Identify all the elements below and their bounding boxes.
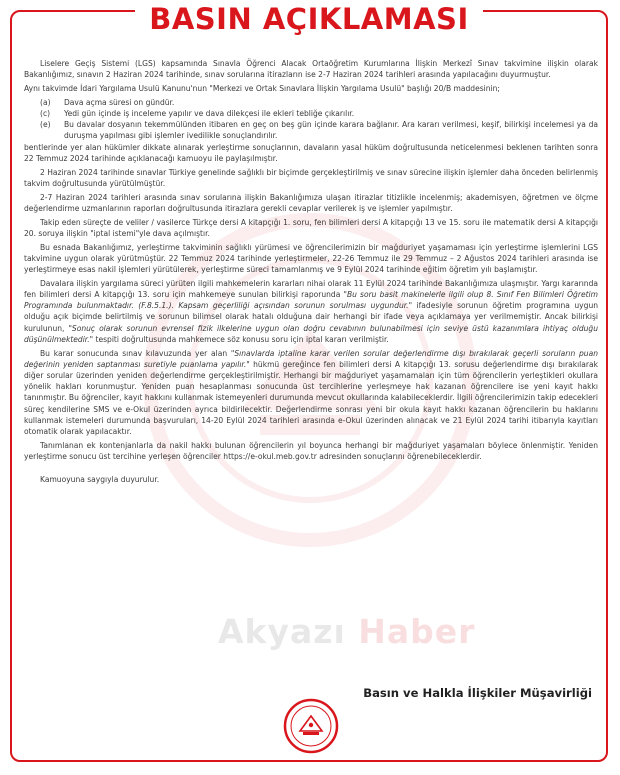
list-text: Yedi gün içinde iş inceleme yapılır ve dava dilekçesi ile ekleri tebliğe çıkarılır.	[64, 109, 355, 118]
list-text: Bu davalar dosyanın tekemmülünden itibaren en geç on beş gün içinde karara bağlanır. Ara kararı verilmesi, keşif, bilirkişi incelemesi ya da duruşma yapılması gibi işlemler ivedilikle sonuçlandırılır.	[64, 120, 598, 141]
paragraph-8-text: ifadesiyle sorunun öğretim programına uygun olduğu açık biçimde belirtilmiş ve sorunun bilimsel olarak hatalı olduğuna dair herhangi bir ifade veya açıklamaya yer verilmemiştir. Ancak bilirkişi kurulunun,	[24, 301, 599, 333]
title-wrap	[12, 2, 606, 38]
paragraph-3: bentlerinde yer alan hükümler dikkate alınarak yerleştirme sonuçlarının, davaların yasal hüküm doğrultusunda neticelenmesi beklenen tarihten sonra 22 Temmuz 2024 tarihinde açıklanacağı kamuoyu ile paylaşılmıştır.	[24, 142, 598, 163]
watermark	[218, 612, 475, 651]
paragraph-2: Aynı takvimde İdari Yargılama Usulü Kanunu'nun "Merkezi ve Ortak Sınavlara İlişkin Yargılama Usulü" başlığı 20/B maddesinin;	[24, 84, 500, 93]
greeting: Kamuoyuna saygıyla duyurulur.	[40, 475, 160, 485]
watermark-part2: Haber	[358, 612, 476, 651]
list-item	[40, 108, 598, 119]
paragraph-1: Liselere Geçiş Sistemi (LGS) kapsamında Sınavla Öğrenci Alacak Ortaöğretim Kurumlarına İlişkin Merkezî Sınav takvimine ilişkin olarak Bakanlığımız, sınavın 2 Haziran 2024 tarihinde, sınav sorularına itirazların ise 2-7 Haziran 2024 tarihleri arasında yapılacağını duyurmuştur.	[24, 59, 598, 80]
ministry-emblem-icon	[283, 698, 339, 754]
list-marker: (a)	[40, 97, 51, 107]
page-title: BASIN AÇIKLAMASI	[135, 0, 482, 38]
watermark-part1: Akyazı	[218, 612, 346, 651]
paragraph-7: Bu esnada Bakanlığımız, yerleştirme takviminin sağlıklı yürümesi ve öğrencilerimizin bir mağduriyet yaşamaması için yerleştirme işlemlerini LGS takvimine uygun olarak yürütmüştür. 22 Temmuz 2024 tarihinde yerleştirmeler, 22-26 Temmuz ile 29 Temmuz – 2 Ağustos 2024 tarihleri arasında ise yerleştirmeye esas nakil işlemleri yürütülerek, yerleştirme süreci tamamlanmış ve 9 Eylül 2024 tarihinde eğitim öğretim yılı başlamıştır.	[24, 242, 598, 275]
list-item	[40, 97, 598, 108]
list-text: Dava açma süresi on gündür.	[64, 97, 175, 107]
paragraph-6: Takip eden süreçte de veliler / vasilerce Türkçe dersi A kitapçığı 1. soru, fen bilimleri dersi A kitapçığı 13 ve 15. soru ile matematik dersi A kitapçığı 20. soruya ilişkin "iptal istemi"yle dava açılmıştır.	[24, 217, 598, 238]
paragraph-8-text: tespiti doğrultusunda mahkemece söz konusu soru için iptal kararı verilmiştir.	[93, 334, 389, 344]
list-item	[40, 119, 598, 141]
paragraph-8	[24, 278, 598, 345]
paragraph-9-text: hükmü gereğince fen bilimleri dersi A kitapçığı 13. sorusu değerlendirme dışı bırakılarak diğer sorular üzerinden yeniden değerlendirme gerçekleştirilmiştir. Herhangi bir mağduriyet yaşamamaları için tüm öğrencilerin yerleştikleri okullara yönelik hakları korunmuştur. Yeniden puan hesaplanması sonucunda üst tercihlerine yerleşmeye hak kazanan öğrencilere ise yeni kayıt hakkı tanınmıştır. Bu öğrenciler, kayıt hakkını kullanmak istemeyenleri durumunda mevcut okullarında kalabileceklerdir. İlgili öğrencilerimizin takip edecekleri süreç kendilerine SMS ve e-Okul üzerinden ayrıca bildirilecektir. Değerlendirme sonrası yeni bir okula kayıt hakkı kazanan öğrencilerin bu haklarını kullanmak istemeleri durumunda başvuruları, 14-20 Eylül 2024 tarihleri arasında e-Okul üzerinden alınacak ve 21 Eylül 2024 tarihi itibarıyla kayıtları otomatik olarak yapılacaktır.	[24, 359, 598, 437]
paragraph-4: 2 Haziran 2024 tarihinde sınavlar Türkiye genelinde sağlıklı bir biçimde gerçekleştirilmiş ve sınav sürecine ilişkin işlemler daha önceden belirlenmiş takvim doğrultusunda yürütülmüştür.	[24, 167, 598, 188]
expert-board-quote: "Sonuç olarak sorunun evrensel fizik ilkelerine uygun olan doğru cevabının bulunabilmesi için seviye üstü kazanımlara ihtiyaç olduğu düşünülmektedir."	[24, 323, 598, 344]
paragraph-8-text: Davalara ilişkin yargılama süreci yürüten ilgili mahkemelerin kararları nihai olarak 11 Eylül 2024 tarihinde Bakanlığımıza ulaşmıştır. Yargı kararında fen bilimleri dersi A kitapçığı 13. soru için mahkemeye sunulan bilirkişi raporunda	[24, 278, 598, 300]
paragraph-5: 2-7 Haziran 2024 tarihleri arasında sınav sorularına ilişkin Bakanlığımıza ulaşan itirazlar titizlikle incelenmiş; akademisyen, öğretmen ve ölçme değerlendirme uzmanlarının raporları doğrultusunda itirazlara gerekli cevaplar verilerek iş ve işlemler yapılmıştır.	[24, 192, 598, 213]
document-body	[24, 58, 598, 488]
paragraph-9-text: Bu karar sonucunda sınav kılavuzunda yer alan	[40, 348, 231, 358]
paragraph-9	[24, 348, 598, 438]
guide-rule-quote: "Sınavlarda iptaline karar verilen sorular değerlendirme dışı bırakılarak geçerli soruların puan değerinin yeniden saptanması suretiyle puanlama yapılır."	[24, 348, 598, 369]
list-marker: (e)	[40, 120, 51, 130]
list-marker: (c)	[40, 109, 51, 118]
paragraph-10: Tanımlanan ek kontenjanlarla da nakil hakkı bulunan öğrencilerin yıl boyunca herhangi bir mağduriyet yaşamaları böylece önlenmiştir. Yeniden yerleştirme sonucu üst tercihine yerleşen öğrenciler https://e-okul.meb.gov.tr adresinden sonuçlarını öğrenebileceklerdir.	[24, 440, 598, 462]
article-list	[40, 97, 598, 142]
signature: Basın ve Halkla İlişkiler Müşavirliği	[363, 686, 592, 700]
expert-report-quote: "Bu soru basit makinelerle ilgili olup 8. Sınıf Fen Bilimleri Öğretim Programında bulunmaktadır. (F.8.5.1.). Kapsam geçerliliği açısından sorunun sorulması uygundur."	[24, 290, 598, 311]
